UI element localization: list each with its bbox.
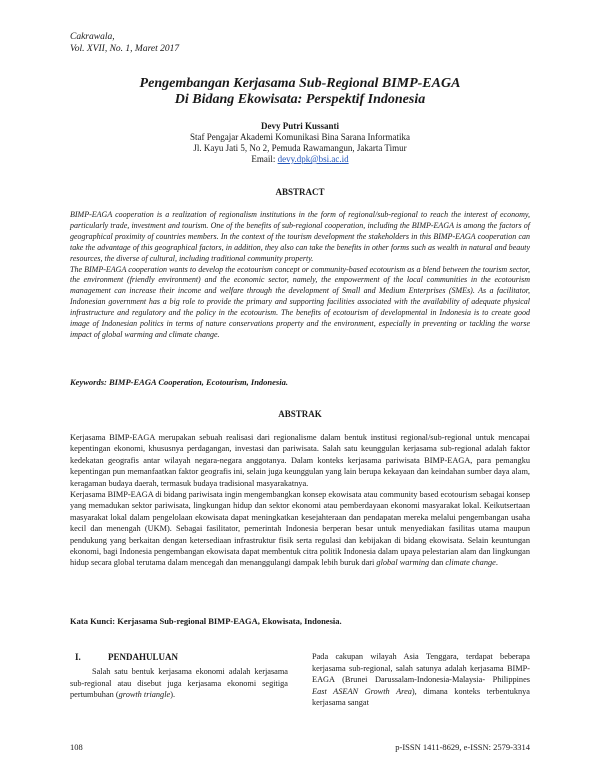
abstract-english xyxy=(70,210,530,341)
abstract-heading: ABSTRACT xyxy=(275,187,325,197)
abstract-paragraph-2: The BIMP-EAGA cooperation wants to develop the ecotourism concept or community-based ecotourism as a blend between the tourism sector, the environment (friendly environment) and the economic sector, namely, the empowerment of the local communities in the ecotourism management can increase their income and welfare through the development of Small and Medium Enterprises (SMEs). As a facilitator, Indonesian government has a big role to provide the primary and supporting facilities associated with the availability of adequate physical infrastructure and regulatory and the policy in the ecotourism. The benefits of ecotourism of developmental in Indonesia is to create good image of Indonesian politics in terms of nature conservations property and the environment, especially in preventing or tackling the worse impact of global warming and climate change. xyxy=(70,264,530,339)
left-column-text-a: Salah satu bentuk kerjasama ekonomi adalah kerjasama sub-regional atau disebut juga kerjasama ekonomi segitiga pertumbuhan ( xyxy=(70,667,288,699)
issn-footer: p-ISSN 1411-8629, e-ISSN: 2579-3314 xyxy=(395,742,530,752)
term-east-asean: East ASEAN Growth Area xyxy=(312,686,412,696)
email-link[interactable]: devy.dpk@bsi.ac.id xyxy=(277,154,349,164)
left-column-text xyxy=(70,666,288,701)
abstrak-paragraph-2-text: Kerjasama BIMP-EAGA di bidang pariwisata ingin mengembangkan konsep ekowisata atau community based ecotourism sebagai konsep yang memadukan sektor pariwisata, lingkungan hidup dan sektor ekonomi atau pemberdayaan ekonomi masyarakat lokal. Keikutsertaan masyarakat lokal dalam pengelolaan ekowisata dapat meningkatkan kesejahteraan dan pendapatan mereka melalui pengembangan usaha kecil dan menengah (UKM). Sebagai fasilitator, pemerintah Indonesia berperan besar untuk menyediakan fasilitas utama maupun pendukung yang berkaitan dengan ketersediaan infrastruktur fisik serta regulasi dan kebijakan di bidang ekowisata. Selain keuntungan ekonomi, bagi Indonesia pengembangan ekowisata dapat membentuk citra politik Indonesia dalam upaya pelestarian alam dan lingkungan hidup secara global terutama dalam mencegah dan menanggulangi dampak lebih buruk dari xyxy=(70,490,530,568)
term-global-warming: global warming xyxy=(376,558,430,568)
paper-title xyxy=(60,76,540,108)
abstrak-indonesian xyxy=(70,432,530,569)
journal-header xyxy=(70,31,179,55)
abstrak-paragraph-2 xyxy=(70,489,530,569)
journal-name: Cakrawala, xyxy=(70,32,115,42)
journal-volume: Vol. XVII, No. 1, Maret 2017 xyxy=(70,44,180,54)
keywords-indonesian: Kata Kunci: Kerjasama Sub-regional BIMP-EAGA, Ekowisata, Indonesia. xyxy=(70,616,342,626)
keywords-english: Keywords: BIMP-EAGA Cooperation, Ecotourism, Indonesia. xyxy=(70,377,288,387)
abstrak-heading: ABSTRAK xyxy=(278,409,322,419)
right-column-text-b: ), dimana konteks terbentuknya kerjasama sangat xyxy=(312,686,530,707)
term-growth-triangle: growth triangle xyxy=(118,690,171,699)
abstract-paragraph-1: BIMP-EAGA cooperation is a realization of regionalism institutions in the form of regional/sub-regional to reach the interest of economy, particularly trade, investment and tourism. One of the benefits of sub-regional cooperation, including the BIMP-EAGA is among the factors of geographical proximity of countries members. In the context of the tourism development the stakeholders in this BIMP-EAGA cooperation can take the advantage of this geographical factors, in addition, they also can take the benefits in other forms such as wealth in natural and beauty resources, the diverse of cultural, including traditional community property. xyxy=(70,210,530,263)
author-name: Devy Putri Kussanti xyxy=(260,121,339,131)
term-climate-change: climate change xyxy=(445,558,496,568)
email-label: Email: xyxy=(251,154,278,164)
abstrak-paragraph-1: Kerjasama BIMP-EAGA merupakan sebuah realisasi dari regionalisme dalam bentuk institusi regional/sub-regional untuk mencapai kepentingan ekonomi, khususnya perdagangan, investasi dan pariwisata. Salah satu keunggulan kerjasama sub-regional adalah faktor kedekatan geografis antar wilayah negara-negara anggotanya. Dalam konteks kerjasama pariwisata BIMP-EAGA, para pemangku kepentingan pun memanfaatkan faktor geografis ini, selain juga keunggulan yang lain berupa kekayaan dan keindahan sumber daya alam, keragaman budaya daerah, termasuk budaya tradisional masyarakatnya. xyxy=(70,433,530,488)
title-line-1: Pengembangan Kerjasama Sub-Regional BIMP-EAGA xyxy=(139,76,461,91)
right-column-text-a: Pada cakupan wilayah Asia Tenggara, terdapat beberapa kerjasama sub-regional, salah satunya adalah kerjasama BIMP-EAGA (Brunei Darussalam-Indonesia-Malaysia- Philippines xyxy=(312,652,530,684)
title-line-2: Di Bidang Ekowisata: Perspektif Indonesia xyxy=(174,92,426,107)
left-column-text-b: ). xyxy=(170,690,176,699)
section-number: I. xyxy=(75,652,81,662)
abstrak-period: . xyxy=(495,558,498,568)
section-title: PENDAHULUAN xyxy=(108,652,179,662)
right-column-text xyxy=(312,651,530,709)
author-block xyxy=(60,121,540,165)
author-affiliation: Staf Pengajar Akademi Komunikasi Bina Sarana Informatika xyxy=(190,132,410,142)
page-number: 108 xyxy=(70,742,83,752)
author-address: Jl. Kayu Jati 5, No 2, Pemuda Rawamangun, Jakarta Timur xyxy=(193,143,407,153)
author-email-line xyxy=(60,154,540,165)
abstrak-connector: dan xyxy=(429,558,446,568)
